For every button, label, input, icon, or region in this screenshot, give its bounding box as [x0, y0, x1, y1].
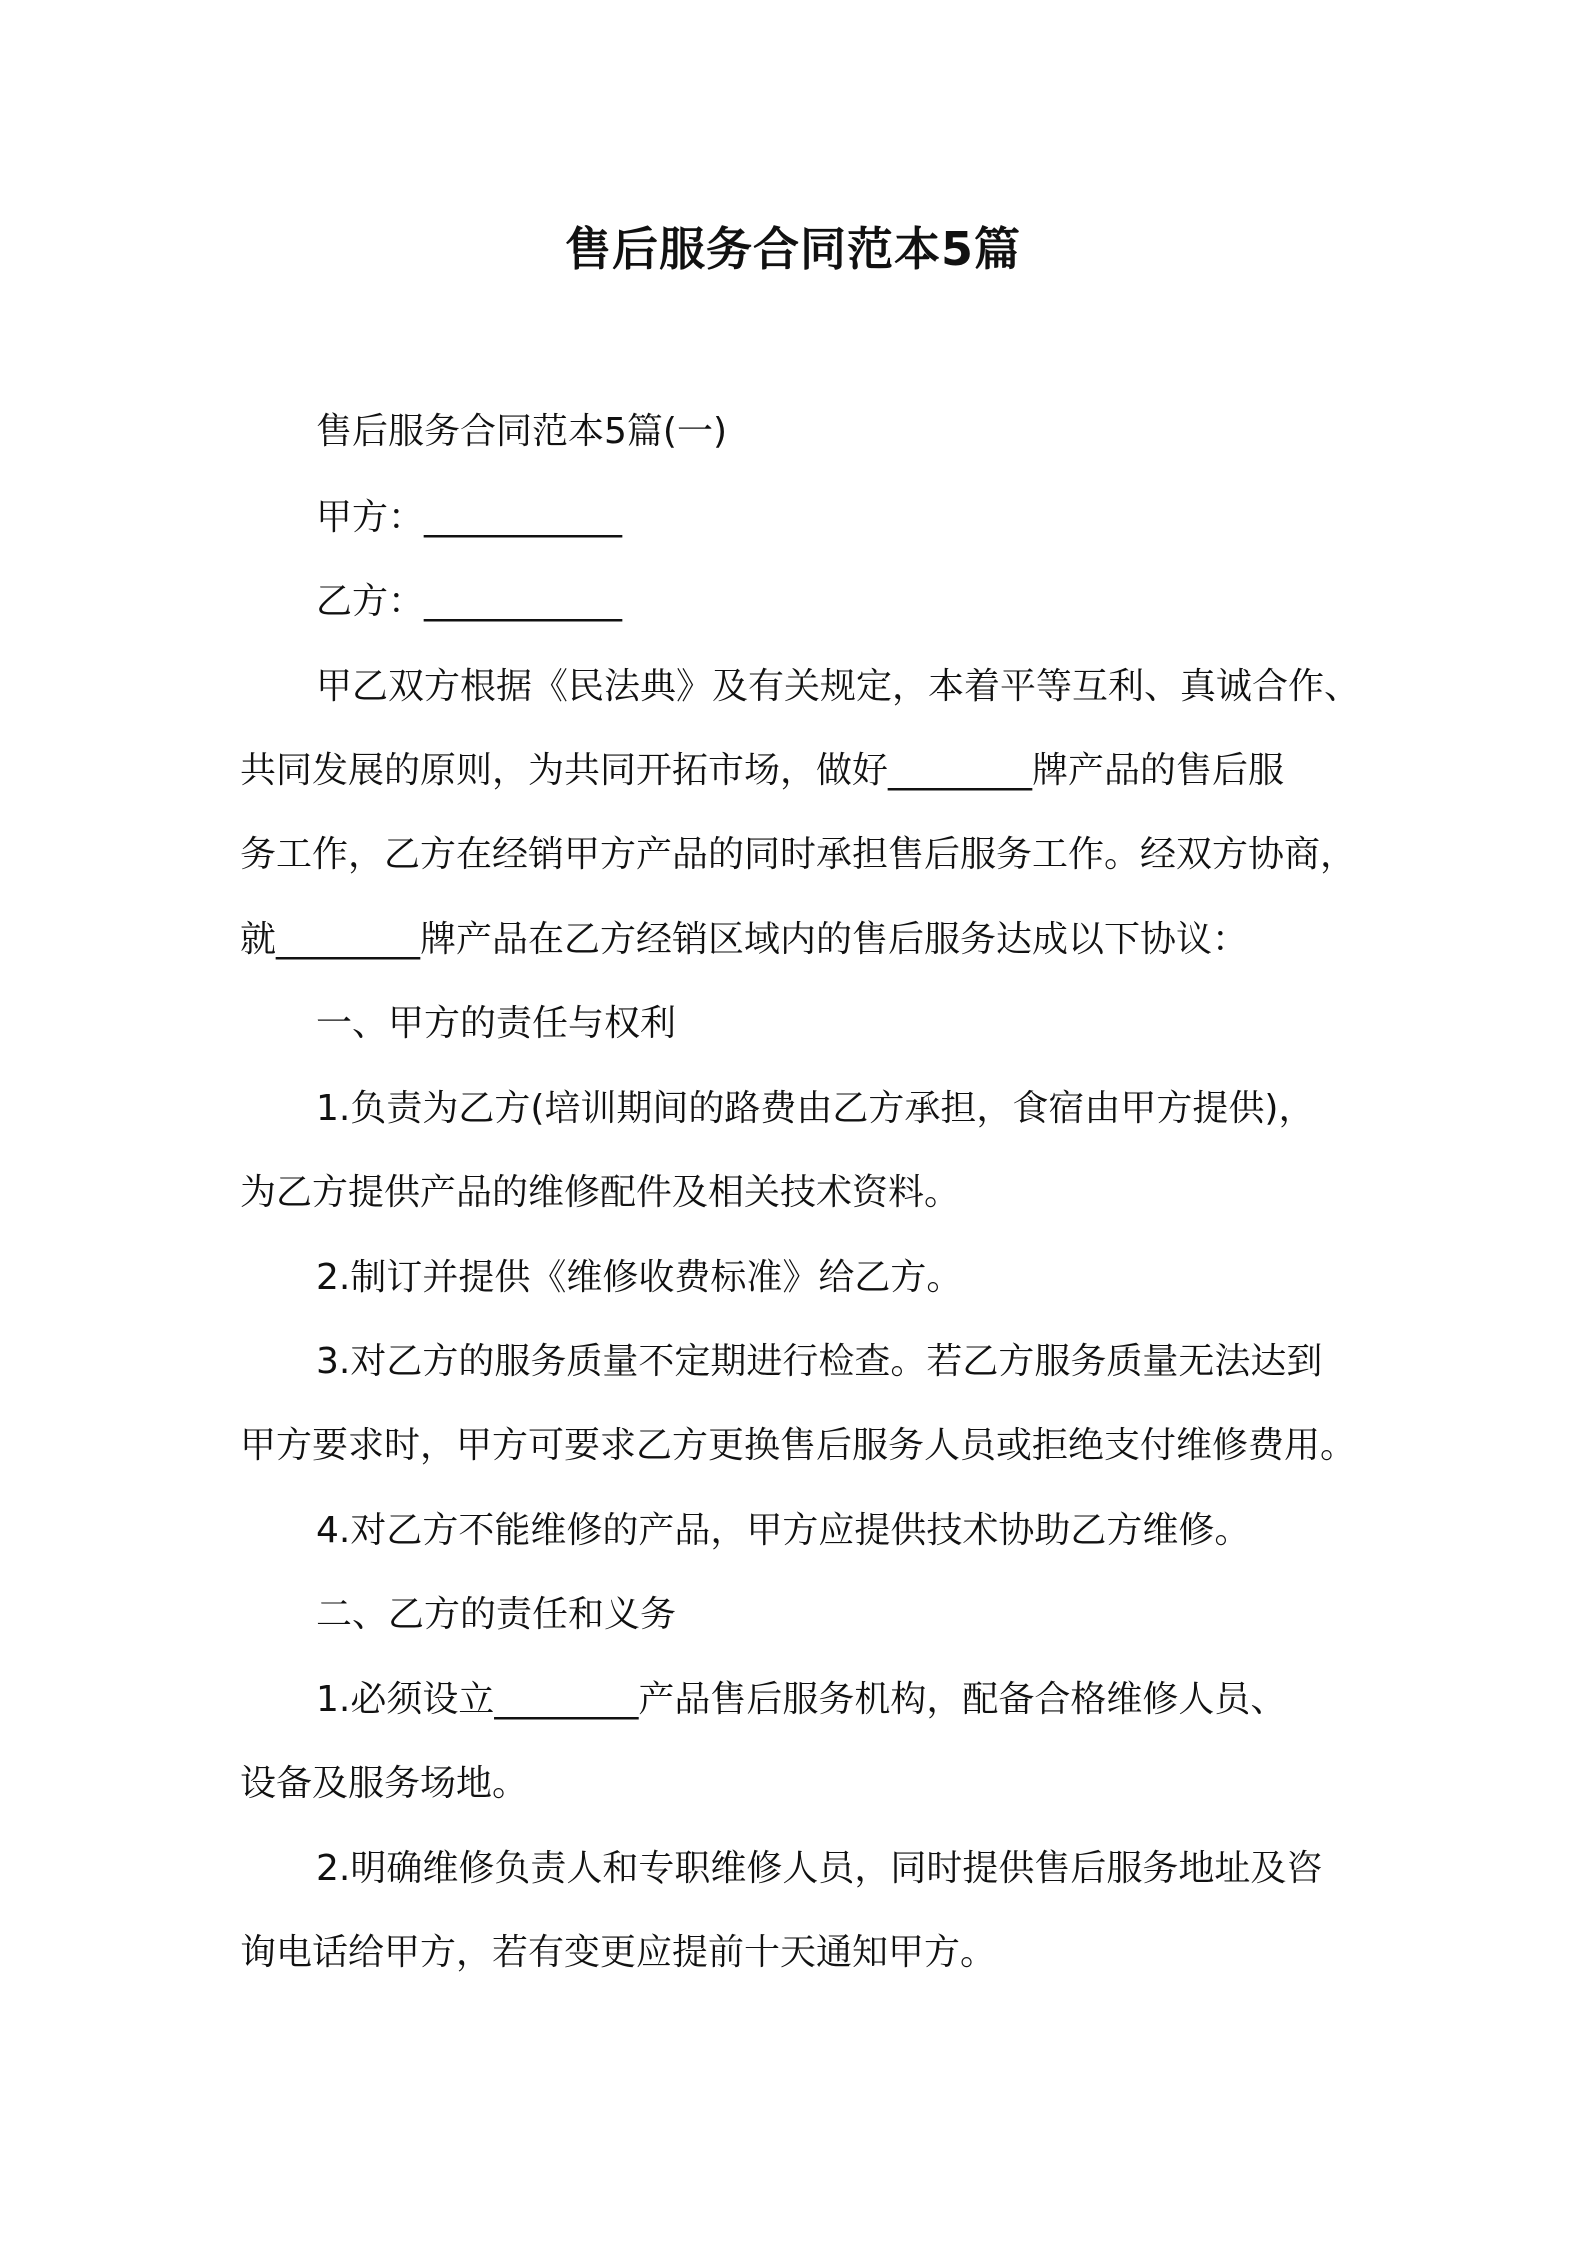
paragraph-line: 1.必须设立________产品售后服务机构，配备合格维修人员、	[316, 1679, 1287, 1720]
paragraph-line: 3.对乙方的服务质量不定期进行检查。若乙方服务质量无法达到	[316, 1341, 1323, 1382]
document-title: 售后服务合同范本5篇	[564, 222, 1021, 276]
paragraph-line: 甲方要求时，甲方可要求乙方更换售后服务人员或拒绝支付维修费用。	[240, 1425, 1357, 1466]
clause-heading: 二、乙方的责任和义务	[316, 1594, 677, 1635]
paragraph-line: 4.对乙方不能维修的产品，甲方应提供技术协助乙方维修。	[316, 1510, 1251, 1551]
paragraph-line: 询电话给甲方，若有变更应提前十天通知甲方。	[240, 1932, 997, 1973]
paragraph-line: 甲乙双方根据《民法典》及有关规定，本着平等互利、真诚合作、	[316, 666, 1361, 707]
paragraph-line: 共同发展的原则，为共同开拓市场，做好________牌产品的售后服	[240, 750, 1285, 791]
party-b-line: 乙方：___________	[316, 581, 623, 622]
clause-heading: 一、甲方的责任与权利	[316, 1003, 677, 1044]
section-heading: 售后服务合同范本5篇(一)	[316, 411, 727, 452]
paragraph-line: 设备及服务场地。	[240, 1763, 529, 1804]
party-a-line: 甲方：___________	[316, 497, 623, 538]
paragraph-line: 就________牌产品在乙方经销区域内的售后服务达成以下协议：	[240, 919, 1249, 960]
paragraph-line: 1.负责为乙方(培训期间的路费由乙方承担，食宿由甲方提供)，	[316, 1088, 1315, 1129]
paragraph-line: 为乙方提供产品的维修配件及相关技术资料。	[240, 1172, 961, 1213]
paragraph-line: 2.制订并提供《维修收费标准》给乙方。	[316, 1257, 963, 1298]
paragraph-line: 务工作，乙方在经销甲方产品的同时承担售后服务工作。经双方协商，	[240, 834, 1357, 875]
paragraph-line: 2.明确维修负责人和专职维修人员，同时提供售后服务地址及咨	[316, 1848, 1323, 1889]
